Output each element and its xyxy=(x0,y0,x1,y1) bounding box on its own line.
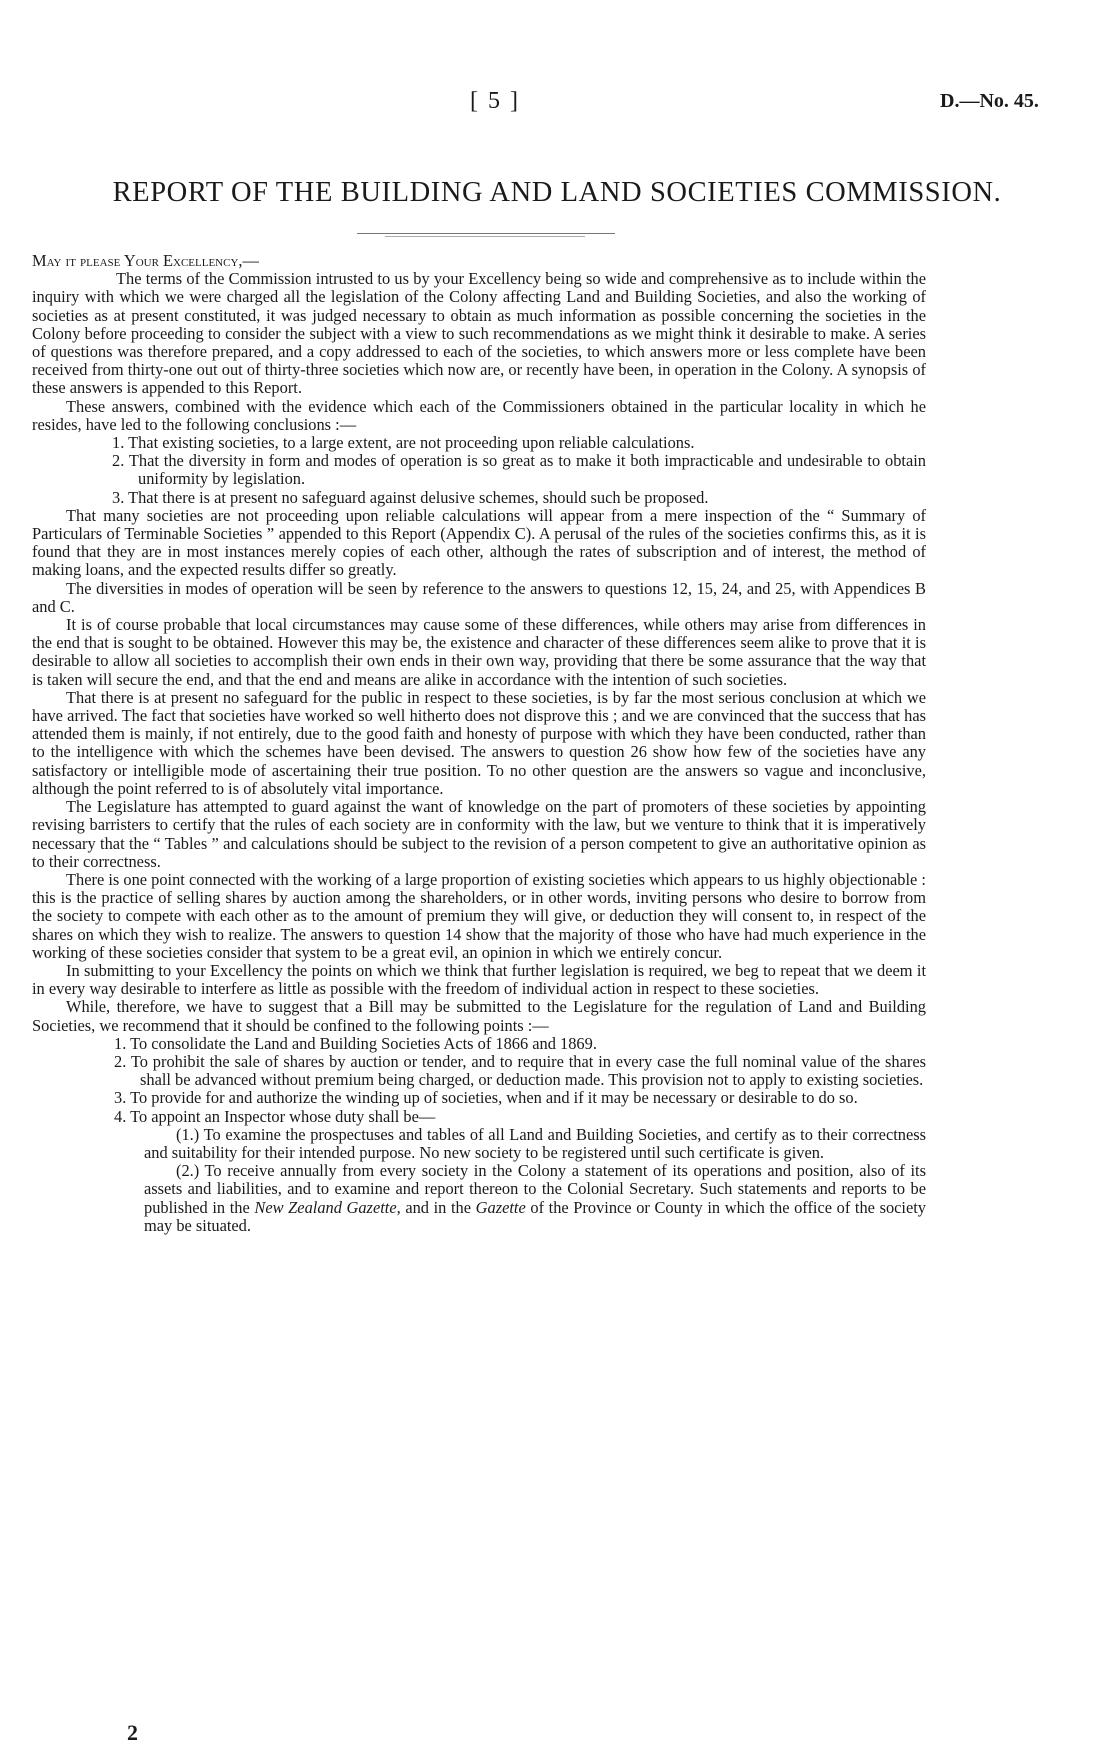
duty-text: , and in the xyxy=(396,1197,476,1217)
signature-mark: 2 xyxy=(127,1720,138,1745)
report-title: REPORT OF THE BUILDING AND LAND SOCIETIES COMMISSION. xyxy=(112,177,1002,208)
paragraph: The diversities in modes of operation will be seen by reference to the answers to questions 12, 15, 24, and 25, with Appendices B and C. xyxy=(32,578,926,616)
paragraph: The Legislature has attempted to guard against the want of knowledge on the part of promoters of these societies by appointing revising barristers to certify that the rules of each society are in conformity with the law, but we venture to think that it is imperatively necessary that the “ Tables ” and calculations should be subject to the revision of a person competent to give an authoritative opinion as to their correctness. xyxy=(32,797,926,871)
recommendation-item: 1. To consolidate the Land and Building Societies Acts of 1866 and 1869. xyxy=(114,1033,597,1053)
recommendation-item: 3. To provide for and authorize the winding up of societies, when and if it may be necessary or desirable to do so. xyxy=(114,1088,858,1108)
conclusion-item: 1. That existing societies, to a large extent, are not proceeding upon reliable calculations. xyxy=(112,433,695,453)
paragraph: While, therefore, we have to suggest that a Bill may be submitted to the Legislature for the regulation of Land and Building Societies, we recommend that it should be confined to the following points :— xyxy=(32,997,926,1035)
recommendation-item: 4. To appoint an Inspector whose duty shall be— xyxy=(114,1106,436,1126)
paragraph: These answers, combined with the evidence which each of the Commissioners obtained in the particular locality in which he resides, have led to the following conclusions :— xyxy=(32,396,926,434)
duty-text: of the Province or County in which the office of the society may be situated. xyxy=(144,1197,927,1235)
report-body xyxy=(32,252,926,1235)
conclusion-item: 3. That there is at present no safeguard against delusive schemes, should such be proposed. xyxy=(112,487,709,507)
title-divider xyxy=(357,233,615,234)
conclusion-item: 2. That the diversity in form and modes of operation is so great as to make it both impracticable and undesirable to obtain uniformity by legislation. xyxy=(112,451,926,489)
paragraph: That there is at present no safeguard for the public in respect to these societies, is by far the most serious conclusion at which we have arrived. The fact that societies have worked so well hitherto does not disprove this ; and we are convinced that the success that has attended them is mainly, if not entirely, due to the good faith and honesty of purpose with which they have been conducted, rather than to the intelligence with which the schemes have been devised. The answers to question 26 show how few of the societies have any satisfactory or intelligible mode of ascertaining their true position. To no other question are the answers so vague and inconclusive, although the point referred to is of absolutely vital importance. xyxy=(32,687,926,798)
inspector-duty-item xyxy=(32,1162,926,1235)
paragraph: The terms of the Commission intrusted to us by your Excellency being so wide and comprehensive as to include within the inquiry with which we were charged all the legislation of the Colony affecting Land and Building Societies, and also the working of societies as at present constituted, it was judged necessary to obtain as much information as possible concerning the societies in the Colony before proceeding to consider the subject with a view to such recommendations as we might think it desirable to make. A series of questions was therefore prepared, and a copy addressed to each of the societies, to which answers more or less complete have been received from thirty-one out out of thirty-three societies which now are, or recently have been, in operation in the Colony. A synopsis of these answers is appended to this Report. xyxy=(32,269,926,398)
gazette-title: New Zealand Gazette xyxy=(254,1197,397,1217)
recommendation-item: 2. To prohibit the sale of shares by auction or tender, and to require that in every case the full nominal value of the shares shall be advanced without premium being charged, or deduction made. This provision not to apply to existing societies. xyxy=(114,1051,926,1090)
duty-text: (2.) To receive annually from every society in the Colony a statement of its operations and position, also of its assets and liabilities, and to examine and report thereon to the Colonial Secretary. Such statements and reports to be published in the xyxy=(144,1161,926,1217)
paragraph: In submitting to your Excellency the points on which we think that further legislation is required, we beg to repeat that we deem it in every way desirable to interfere as little as possible with the freedom of individual action in respect to these societies. xyxy=(32,960,926,999)
document-reference: D.—No. 45. xyxy=(940,90,1039,112)
paragraph: It is of course probable that local circumstances may cause some of these differences, while others may arise from differences in the end that is sought to be obtained. However this may be, the existence and character of these differences seem alike to prove that it is desirable to allow all societies to accomplish their own ends in their own way, providing that there be some assurance that the way that is taken will secure the end, and that the end and means are alike in accordance with the intention of such societies. xyxy=(32,615,926,689)
page-number: [ 5 ] xyxy=(470,88,520,114)
title-divider-secondary xyxy=(385,236,585,237)
paragraph: That many societies are not proceeding upon reliable calculations will appear from a mere inspection of the “ Summary of Particulars of Terminable Societies ” appended to this Report (Appendix C). A perusal of the rules of the societies confirms this, as it is found that they are in most instances merely copies of each other, although the rates of subscription and of interest, the method of making loans, and the expected results differ so greatly. xyxy=(32,505,926,580)
inspector-duty-item: (1.) To examine the prospectuses and tables of all Land and Building Societies, and certify as to their correctness and suitability for their intended purpose. No new society to be registered until such certificate is given. xyxy=(144,1124,926,1162)
gazette-title: Gazette xyxy=(475,1197,526,1217)
paragraph: There is one point connected with the working of a large proportion of existing societies which appears to us highly objectionable : this is the practice of selling shares by auction among the shareholders, or in other words, inviting persons who desire to borrow from the society to compete with each other as to the amount of premium they will give, or deduction they will consent to, in respect of the shares on which they wish to realize. The answers to question 14 show that the majority of those who have had much experience in the working of these societies consider that system to be a great evil, an opinion in which we entirely concur. xyxy=(32,869,926,962)
salutation: May it please Your Excellency,— xyxy=(32,251,259,270)
